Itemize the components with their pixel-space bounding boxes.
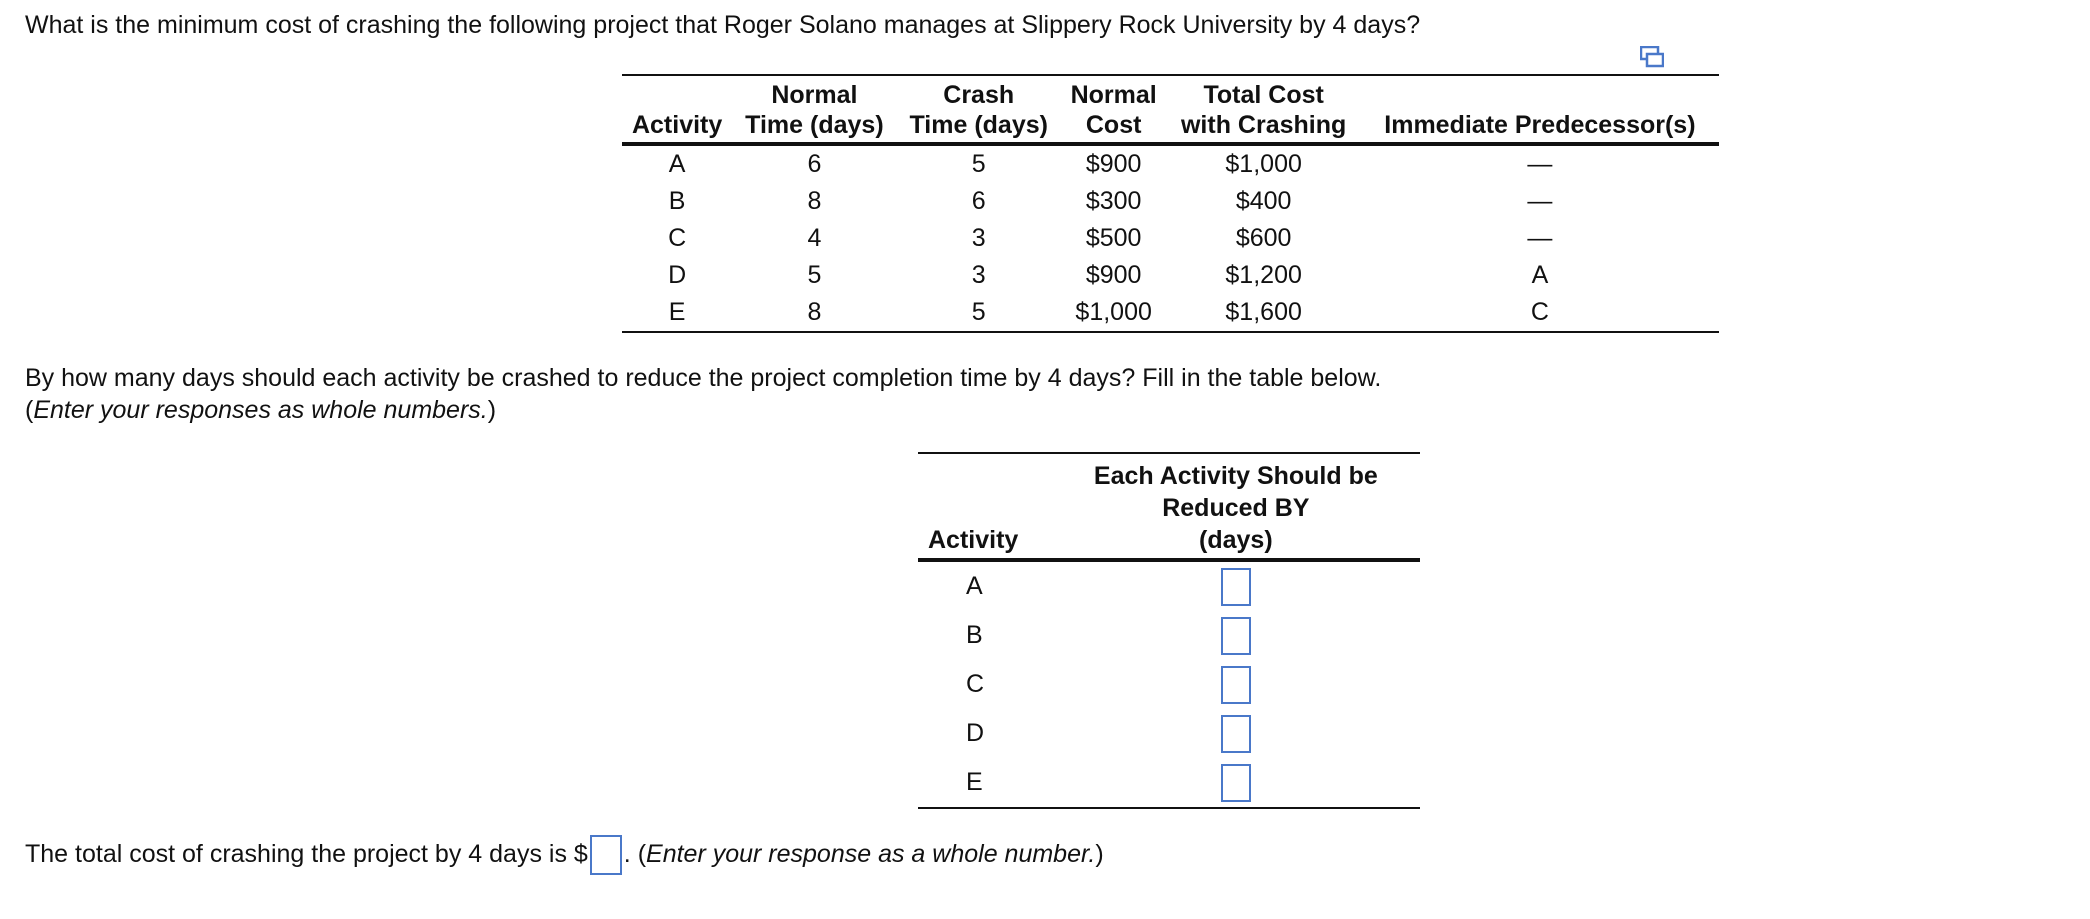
table-row [622, 220, 1719, 257]
total-cost-cell: $400 [1235, 187, 1292, 215]
predecessor-cell: C [1361, 294, 1719, 332]
total-cost-cell: $1,200 [1225, 261, 1302, 289]
answer-header-row-3 [918, 524, 1420, 560]
answer-row [918, 560, 1420, 611]
predecessor-cell: — [1527, 150, 1553, 178]
question-text: What is the minimum cost of crashing the following project that Roger Solano manages at Slippery Rock University by 4 days? [25, 11, 1421, 39]
normal-cost-cell: $900 [1085, 150, 1142, 178]
normal-cost-cell: $900 [1085, 261, 1142, 289]
answer-activity-label: A [966, 572, 983, 600]
normal-time-cell: 6 [807, 150, 822, 178]
answer-table [918, 452, 1420, 809]
header-cell: Normal [732, 75, 896, 110]
normal-time-cell: 8 [807, 187, 822, 215]
header-total-cost: with Crashing [1166, 110, 1360, 144]
total-cost-prefix: The total cost of crashing the project by 4 days is $ [25, 840, 588, 868]
data-table-header-row-1 [622, 75, 1719, 110]
total-cost-cell: $1,000 [1225, 150, 1302, 178]
instructions-note: Enter your responses as whole numbers. [33, 396, 488, 424]
normal-cost-cell: $500 [1085, 224, 1142, 252]
reduce-days-input-c[interactable] [1221, 666, 1251, 704]
header-cell: Crash [897, 75, 1061, 110]
instructions [25, 362, 1381, 426]
header-reduced-line-2: Reduced BY [1162, 494, 1310, 522]
normal-time-cell: 8 [732, 294, 896, 332]
total-cost-line: The total cost of crashing the project by 4 days is $ . (Enter your response as a whole number.) [25, 835, 1104, 875]
answer-activity-label: B [966, 621, 983, 649]
crash-time-cell: 3 [971, 261, 986, 289]
normal-cost-cell: $300 [1085, 187, 1142, 215]
header-normal-cost: Cost [1061, 110, 1167, 144]
normal-cost-cell: $1,000 [1061, 294, 1167, 332]
header-reduced-line-1: Each Activity Should be [1052, 453, 1420, 492]
data-table-header-row-2 [622, 110, 1719, 144]
reduce-days-input-b[interactable] [1221, 617, 1251, 655]
normal-time-cell: 4 [807, 224, 822, 252]
predecessor-cell: — [1527, 187, 1553, 215]
copy-icon[interactable] [1640, 46, 1664, 68]
table-row [622, 294, 1719, 332]
activity-cell: E [622, 294, 732, 332]
reduce-days-input-a[interactable] [1221, 568, 1251, 606]
total-cost-note: Enter your response as a whole number. [646, 840, 1096, 868]
table-row [622, 144, 1719, 183]
predecessor-cell: A [1531, 261, 1549, 289]
reduce-days-input-e[interactable] [1221, 764, 1251, 802]
header-reduced-line-3: (days) [1052, 524, 1420, 560]
answer-activity-label: E [918, 758, 1052, 808]
project-data-table [622, 74, 1719, 333]
total-cost-input[interactable] [590, 835, 622, 875]
crash-time-cell: 3 [971, 224, 986, 252]
crash-time-cell: 6 [971, 187, 986, 215]
total-cost-cell: $600 [1235, 224, 1292, 252]
header-cell [1361, 75, 1719, 110]
header-predecessor: Immediate Predecessor(s) [1361, 110, 1719, 144]
header-activity: Activity [622, 110, 732, 144]
activity-cell: D [668, 261, 687, 289]
answer-row [918, 709, 1420, 758]
predecessor-cell: — [1527, 224, 1553, 252]
header-crash-time: Time (days) [897, 110, 1061, 144]
normal-time-cell: 5 [807, 261, 822, 289]
header-normal-time: Time (days) [732, 110, 896, 144]
table-row [622, 257, 1719, 294]
answer-header-row-2 [918, 492, 1420, 524]
header-activity: Activity [918, 524, 1052, 560]
crash-time-cell: 5 [897, 294, 1061, 332]
activity-cell: C [668, 224, 687, 252]
table-row [622, 183, 1719, 220]
answer-row [918, 660, 1420, 709]
header-cell: Total Cost [1166, 75, 1360, 110]
answer-row [918, 611, 1420, 660]
reduce-days-input-d[interactable] [1221, 715, 1251, 753]
activity-cell: B [668, 187, 686, 215]
answer-row [918, 758, 1420, 808]
instructions-line-2: (Enter your responses as whole numbers.) [25, 396, 497, 424]
answer-activity-label: D [966, 719, 985, 747]
header-cell [622, 75, 732, 110]
activity-cell: A [668, 150, 686, 178]
answer-activity-label: C [966, 670, 985, 698]
instructions-line-1: By how many days should each activity be crashed to reduce the project completion time by 4 days? Fill in the table below. [25, 364, 1382, 392]
total-cost-cell: $1,600 [1166, 294, 1360, 332]
header-cell: Normal [1061, 75, 1167, 110]
answer-header-row-1 [918, 453, 1420, 492]
crash-time-cell: 5 [971, 150, 986, 178]
